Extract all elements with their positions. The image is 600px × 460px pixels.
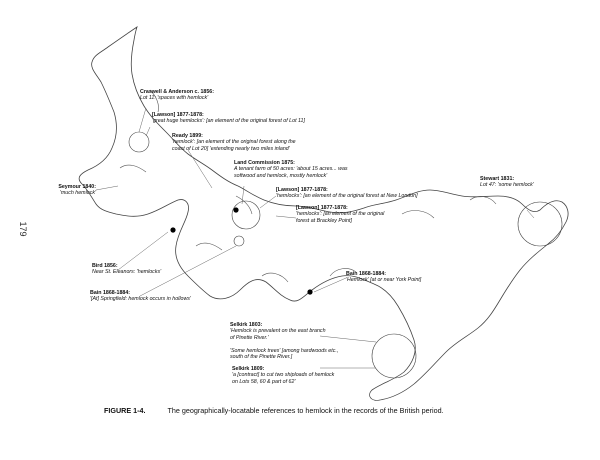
annotation-heading: Seymour 1840: <box>58 184 96 190</box>
annotation-bain-springfield <box>90 290 230 303</box>
annotation-selkirk-trees <box>230 348 352 361</box>
area-circle-lot47 <box>518 202 562 246</box>
annotation-text: 'Hemlock is prevalent on the east branch of Pinette River.' <box>230 328 326 341</box>
annotation-text: 'hemlock': [an element of the original forest along the coast of Lot 20] 'extending nearly two miles inland' <box>172 139 296 152</box>
annotation-text: '[At] Springfield: hemlock occurs in hollows' <box>90 296 191 303</box>
annotation-heading: [Lawson] 1877-1878: <box>276 187 328 193</box>
area-circle-lot11 <box>129 132 149 152</box>
annotation-stewart <box>480 176 558 189</box>
marker-st-eleanors <box>170 227 175 232</box>
annotation-text: Near St. Eleanors: 'hemlocks' <box>92 269 162 276</box>
annotation-heading: Stewart 1831: <box>480 176 515 182</box>
annotation-text: 'hemlocks': [an element of the original forest at New London] <box>276 193 418 200</box>
annotation-craswell <box>140 89 250 102</box>
annotation-heading: [Lawson] 1877-1878: <box>152 112 204 118</box>
annotation-heading: Bain 1868-1884: <box>346 271 387 277</box>
annotation-text: Lot 11: 'spaces with hemlock' <box>140 95 209 102</box>
area-circle-inland <box>234 236 244 246</box>
annotation-text: A tenant farm of 50 acres: 'about 15 acres... was softwood and hemlock, mostly hemlock' <box>234 166 348 179</box>
annotation-heading: Land Commission 1875: <box>234 160 295 166</box>
annotation-text: 'great huge hemlocks': [an element of the original forest of Lot 11] <box>152 118 305 125</box>
annotation-selkirk-1803 <box>230 322 330 341</box>
annotation-lawson-brackley <box>296 205 396 224</box>
figure-label: FIGURE 1-4. <box>104 406 146 415</box>
annotation-heading: Selkirk 1809: <box>232 366 265 372</box>
annotation-heading: Selkirk 1803: <box>230 322 263 328</box>
annotation-text: 'Some hemlock trees' [among hardwoods etc., south of the Pinette River.] <box>230 348 339 361</box>
annotation-lawson-new-london <box>276 187 426 200</box>
annotation-ready <box>172 133 308 152</box>
area-circle-pinette <box>372 334 416 378</box>
area-circle-new-london <box>232 201 260 229</box>
annotation-text: 'Hemlock' [at or near York Point] <box>346 277 422 284</box>
annotation-lawson-lot11 <box>152 112 322 125</box>
annotation-heading: Ready 1899: <box>172 133 203 139</box>
annotation-selkirk-1809 <box>232 366 336 385</box>
annotation-heading: Bain 1868-1884: <box>90 290 131 296</box>
page-number: 179 <box>18 221 28 237</box>
annotation-text: 'much hemlock' <box>59 190 96 197</box>
annotation-heading: Bird 1856: <box>92 263 118 269</box>
annotation-bain-york-point <box>346 271 466 284</box>
annotation-land-commission <box>234 160 362 179</box>
annotation-text: Lot 47: 'some hemlock' <box>480 182 534 189</box>
annotation-seymour <box>40 184 96 197</box>
annotation-heading: [Lawson] 1877-1878: <box>296 205 348 211</box>
marker-york-point <box>307 289 312 294</box>
annotation-text: 'hemlocks': [an element of the original forest at Brackley Point] <box>296 211 385 224</box>
caption-text: The geographically-locatable references to hemlock in the records of the British period. <box>167 406 444 415</box>
marker-land-commission <box>233 207 238 212</box>
annotation-bird <box>92 263 192 276</box>
annotation-text: 'a [contract] to cut two shiploads of hemlock on Lots 58, 60 & part of 62' <box>232 372 335 385</box>
figure-caption <box>104 406 574 415</box>
annotation-heading: Craswell & Anderson c. 1856: <box>140 89 214 95</box>
